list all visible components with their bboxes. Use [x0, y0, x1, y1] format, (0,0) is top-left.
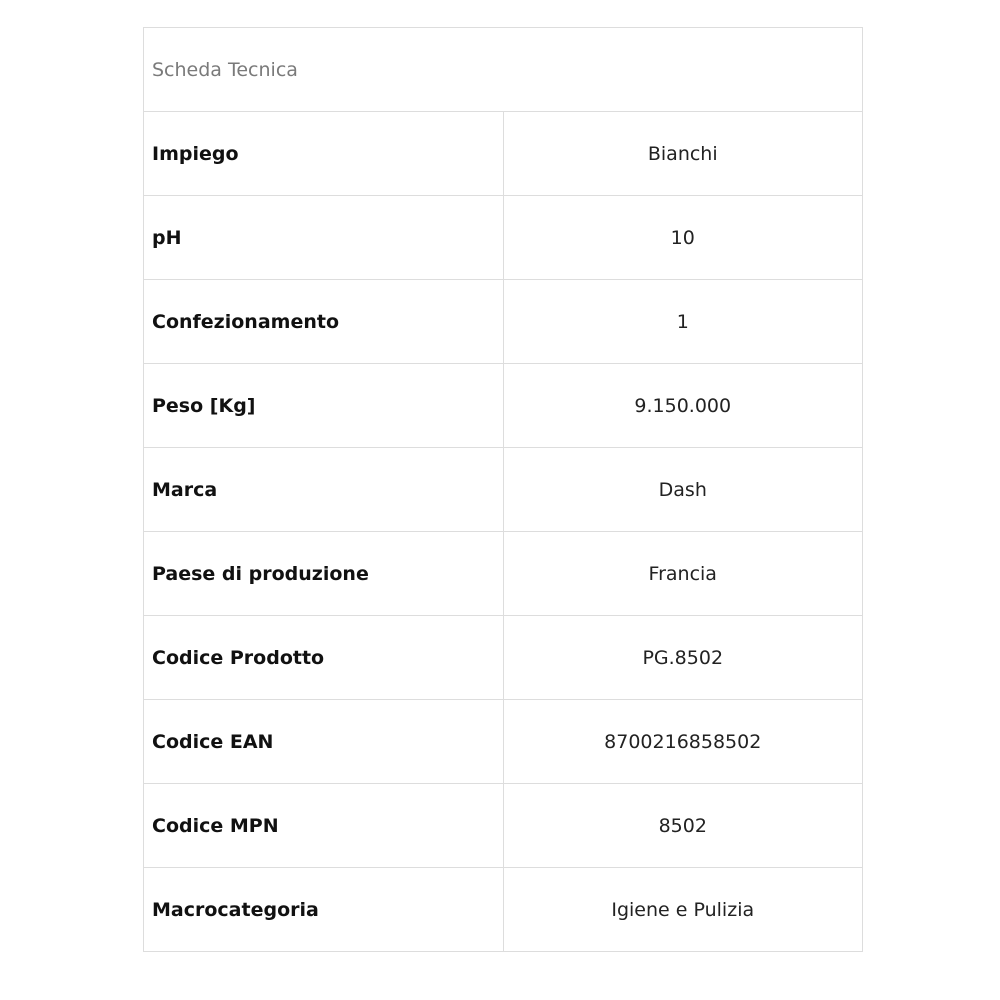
table-row	[144, 196, 863, 280]
table-row	[144, 784, 863, 868]
row-value-peso: 9.150.000	[503, 364, 863, 448]
row-label-marca: Marca	[144, 448, 504, 532]
row-value-codice-ean: 8700216858502	[503, 700, 863, 784]
table-row	[144, 112, 863, 196]
row-value-impiego: Bianchi	[503, 112, 863, 196]
table-row	[144, 868, 863, 952]
row-value-macrocategoria: Igiene e Pulizia	[503, 868, 863, 952]
row-label-impiego: Impiego	[144, 112, 504, 196]
table-row	[144, 700, 863, 784]
row-label-codice-mpn: Codice MPN	[144, 784, 504, 868]
row-value-marca: Dash	[503, 448, 863, 532]
row-value-confezionamento: 1	[503, 280, 863, 364]
table-row	[144, 616, 863, 700]
row-value-ph: 10	[503, 196, 863, 280]
table-header-row	[144, 28, 863, 112]
table-title: Scheda Tecnica	[144, 28, 863, 112]
row-label-codice-ean: Codice EAN	[144, 700, 504, 784]
row-value-codice-mpn: 8502	[503, 784, 863, 868]
row-label-confezionamento: Confezionamento	[144, 280, 504, 364]
row-label-peso: Peso [Kg]	[144, 364, 504, 448]
technical-sheet-table	[143, 27, 863, 952]
row-label-paese-produzione: Paese di produzione	[144, 532, 504, 616]
row-label-codice-prodotto: Codice Prodotto	[144, 616, 504, 700]
table-row	[144, 448, 863, 532]
table-row	[144, 532, 863, 616]
row-value-paese-produzione: Francia	[503, 532, 863, 616]
table-row	[144, 280, 863, 364]
table-row	[144, 364, 863, 448]
row-label-ph: pH	[144, 196, 504, 280]
row-value-codice-prodotto: PG.8502	[503, 616, 863, 700]
row-label-macrocategoria: Macrocategoria	[144, 868, 504, 952]
